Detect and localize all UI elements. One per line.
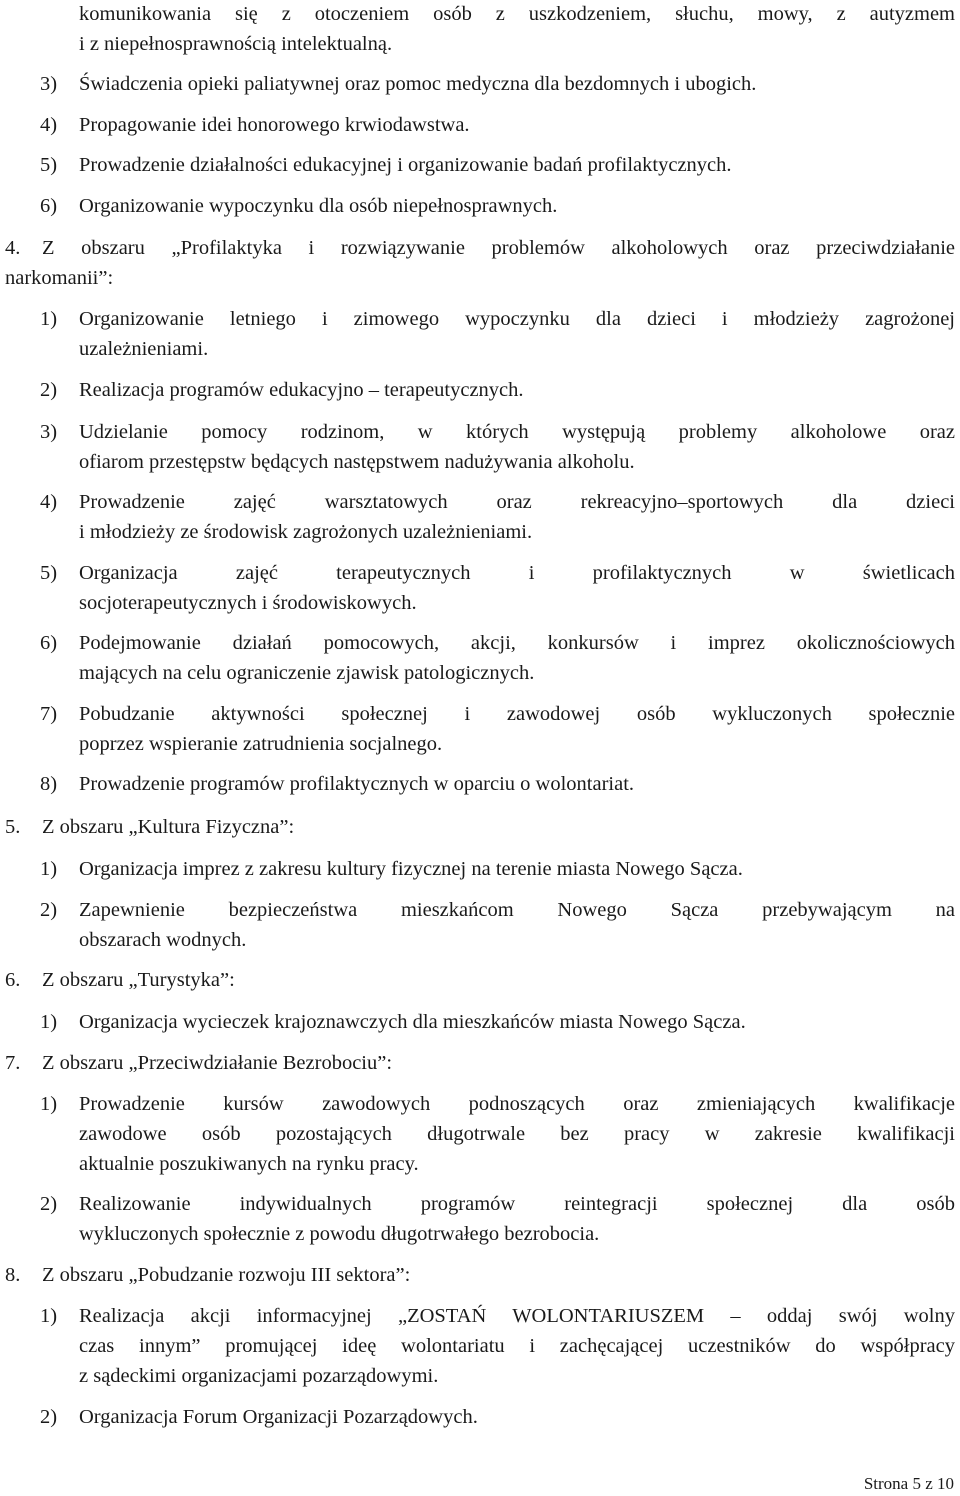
section-number: 4. xyxy=(5,237,21,259)
list-item-text: socjoterapeutycznych i środowiskowych. xyxy=(79,592,417,614)
continuation-line: i z niepełnosprawnością intelektualną. xyxy=(79,33,393,55)
list-item-text: i młodzieży ze środowisk zagrożonych uzależnieniami. xyxy=(79,521,533,543)
list-item-number: 3) xyxy=(40,73,58,95)
section-heading: Z obszaru „Przeciwdziałanie Bezrobociu”: xyxy=(42,1052,393,1074)
list-item-text: Zapewnienie bezpieczeństwa mieszkańcom Nowego Sącza przebywającym na xyxy=(79,899,955,921)
list-item-text: Realizacja programów edukacyjno – terapeutycznych. xyxy=(79,379,524,401)
section-heading: Z obszaru „Pobudzanie rozwoju III sektora”: xyxy=(42,1264,411,1286)
list-item-number: 2) xyxy=(40,899,58,921)
list-item-text: zawodowe osób pozostających długotrwale bez pracy w zakresie kwalifikacji xyxy=(79,1123,955,1145)
list-item-text: Organizowanie wypoczynku dla osób niepełnosprawnych. xyxy=(79,195,558,217)
list-item-number: 2) xyxy=(40,1406,58,1428)
section-number: 6. xyxy=(5,969,21,991)
list-item-number: 5) xyxy=(40,154,58,176)
list-item-text: Realizacja akcji informacyjnej „ZOSTAŃ WOLONTARIUSZEM – oddaj swój wolny xyxy=(79,1305,955,1327)
list-item-number: 4) xyxy=(40,114,58,136)
list-item-text: Organizacja zajęć terapeutycznych i profilaktycznych w świetlicach xyxy=(79,562,955,584)
section-heading: Z obszaru „Turystyka”: xyxy=(42,969,235,991)
list-item-text: Organizacja wycieczek krajoznawczych dla mieszkańców miasta Nowego Sącza. xyxy=(79,1011,746,1033)
list-item-text: Prowadzenie działalności edukacyjnej i organizowanie badań profilaktycznych. xyxy=(79,154,732,176)
list-item-text: Organizacja imprez z zakresu kultury fizycznej na terenie miasta Nowego Sącza. xyxy=(79,858,743,880)
list-item-text: poprzez wspieranie zatrudnienia socjalnego. xyxy=(79,733,443,755)
section-number: 7. xyxy=(5,1052,21,1074)
list-item-number: 1) xyxy=(40,1011,58,1033)
list-item-text: Prowadzenie kursów zawodowych podnoszących oraz zmieniających kwalifikacje xyxy=(79,1093,955,1115)
list-item-text: aktualnie poszukiwanych na rynku pracy. xyxy=(79,1153,419,1175)
list-item-number: 7) xyxy=(40,703,58,725)
list-item-text: z sądeckimi organizacjami pozarządowymi. xyxy=(79,1365,439,1387)
section-heading: narkomanii”: xyxy=(5,267,114,289)
list-item-number: 4) xyxy=(40,491,58,513)
list-item-number: 1) xyxy=(40,858,58,880)
list-item-number: 8) xyxy=(40,773,58,795)
list-item-number: 6) xyxy=(40,632,58,654)
list-item-text: Organizowanie letniego i zimowego wypoczynku dla dzieci i młodzieży zagrożonej xyxy=(79,308,955,330)
list-item-text: czas innym” promującej ideę wolontariatu i zachęcającej uczestników do współpracy xyxy=(79,1335,955,1357)
list-item-text: Udzielanie pomocy rodzinom, w których występują problemy alkoholowe oraz xyxy=(79,421,955,443)
list-item-text: Prowadzenie zajęć warsztatowych oraz rekreacyjno–sportowych dla dzieci xyxy=(79,491,955,513)
section-number: 5. xyxy=(5,816,21,838)
list-item-number: 3) xyxy=(40,421,58,443)
list-item-text: ofiarom przestępstw będących następstwem nadużywania alkoholu. xyxy=(79,451,635,473)
list-item-number: 2) xyxy=(40,379,58,401)
list-item-number: 5) xyxy=(40,562,58,584)
list-item-text: uzależnieniami. xyxy=(79,338,209,360)
list-item-text: Prowadzenie programów profilaktycznych w oparciu o wolontariat. xyxy=(79,773,635,795)
section-heading: Z obszaru „Profilaktyka i rozwiązywanie problemów alkoholowych oraz przeciwdziałanie xyxy=(42,237,955,259)
list-item-text: Realizowanie indywidualnych programów reintegracji społecznej dla osób xyxy=(79,1193,955,1215)
list-item-number: 2) xyxy=(40,1193,58,1215)
list-item-number: 1) xyxy=(40,1305,58,1327)
list-item-text: Pobudzanie aktywności społecznej i zawodowej osób wykluczonych społecznie xyxy=(79,703,955,725)
list-item-text: wykluczonych społecznie z powodu długotrwałego bezrobocia. xyxy=(79,1223,600,1245)
list-item-text: mających na celu ograniczenie zjawisk patologicznych. xyxy=(79,662,535,684)
list-item-text: Organizacja Forum Organizacji Pozarządowych. xyxy=(79,1406,478,1428)
list-item-text: Propagowanie idei honorowego krwiodawstwa. xyxy=(79,114,470,136)
list-item-text: obszarach wodnych. xyxy=(79,929,247,951)
section-heading: Z obszaru „Kultura Fizyczna”: xyxy=(42,816,295,838)
section-number: 8. xyxy=(5,1264,21,1286)
page-number: Strona 5 z 10 xyxy=(863,1474,954,1493)
continuation-line: komunikowania się z otoczeniem osób z uszkodzeniem, słuchu, mowy, z autyzmem xyxy=(79,3,955,25)
list-item-text: Świadczenia opieki paliatywnej oraz pomoc medyczna dla bezdomnych i ubogich. xyxy=(79,73,757,95)
list-item-number: 1) xyxy=(40,308,58,330)
list-item-text: Podejmowanie działań pomocowych, akcji, konkursów i imprez okolicznościowych xyxy=(79,632,955,654)
list-item-number: 1) xyxy=(40,1093,58,1115)
list-item-number: 6) xyxy=(40,195,58,217)
